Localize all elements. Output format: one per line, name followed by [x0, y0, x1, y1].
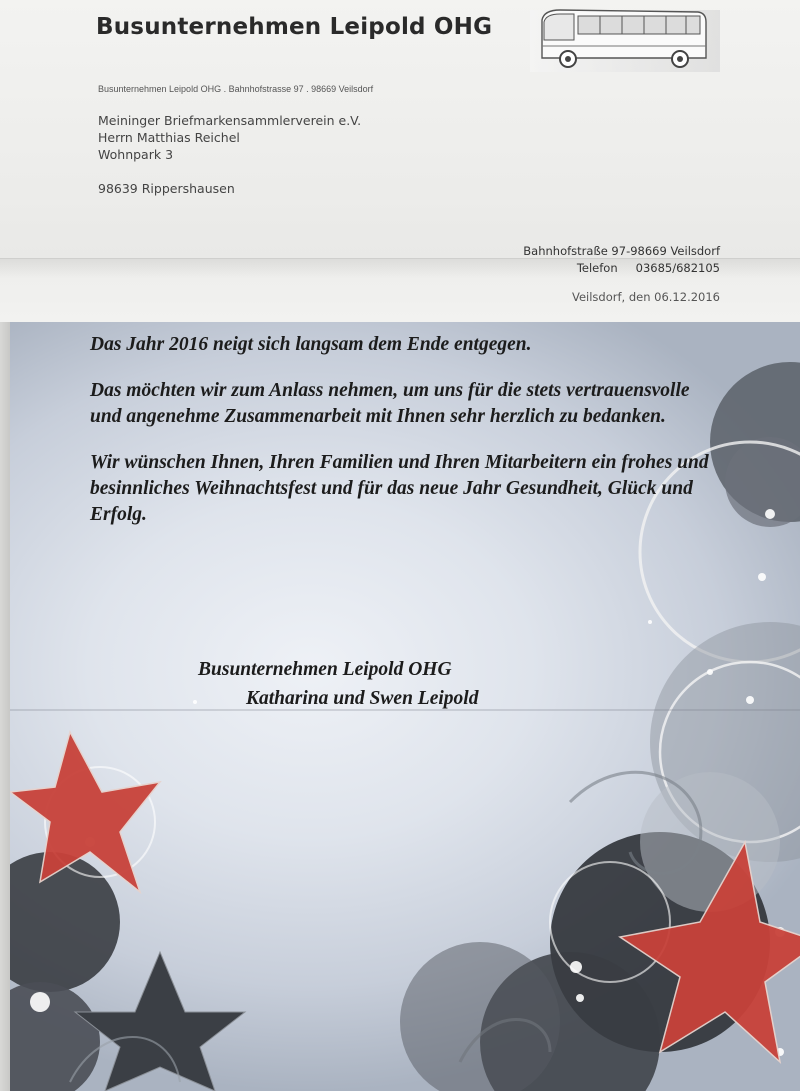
company-title: Busunternehmen Leipold OHG [96, 14, 493, 40]
message-paragraph: Das möchten wir zum Anlass nehmen, um uns für die stets vertrauensvolle und angenehme Zusammenarbeit mit Ihnen sehr herzlich zu bedanken. [90, 380, 690, 427]
sender-line: Busunternehmen Leipold OHG . Bahnhofstrasse 97 . 98669 Veilsdorf [98, 84, 374, 94]
letterhead-sheet [0, 0, 800, 322]
signature-names: Katharina und Swen Leipold [246, 688, 479, 709]
date-line: Veilsdorf, den 06.12.2016 [571, 290, 720, 304]
christmas-card [10, 322, 800, 1091]
message-paragraph: Das Jahr 2016 neigt sich langsam dem Ende entgegen. [90, 334, 532, 355]
card-edge [0, 322, 10, 1091]
phone-label: Telefon [576, 261, 618, 275]
message-paragraph: Wir wünschen Ihnen, Ihren Familien und Ihren Mitarbeitern ein frohes und besinnliches Weihnachtsfest und für das neue Jahr Gesundheit, Glück und Erfolg. [90, 452, 709, 525]
signature-block [198, 655, 478, 713]
contact-phone [523, 260, 720, 277]
recipient-line: Wohnpark 3 [98, 147, 174, 162]
greeting-message [90, 332, 710, 548]
recipient-address [98, 112, 361, 197]
recipient-line: 98639 Rippershausen [98, 181, 235, 196]
recipient-line: Meininger Briefmarkensammlerverein e.V. [98, 113, 362, 128]
ornament-ball [10, 982, 100, 1091]
signature-company: Busunternehmen Leipold OHG [198, 659, 452, 680]
ornament-ball [10, 852, 120, 992]
contact-block [523, 243, 720, 277]
contact-address: Bahnhofstraße 97-98669 Veilsdorf [523, 244, 720, 258]
dark-star [75, 952, 245, 1091]
bus-icon [530, 2, 720, 76]
phone-number: 03685/682105 [635, 261, 720, 275]
recipient-line: Herrn Matthias Reichel [98, 130, 240, 145]
